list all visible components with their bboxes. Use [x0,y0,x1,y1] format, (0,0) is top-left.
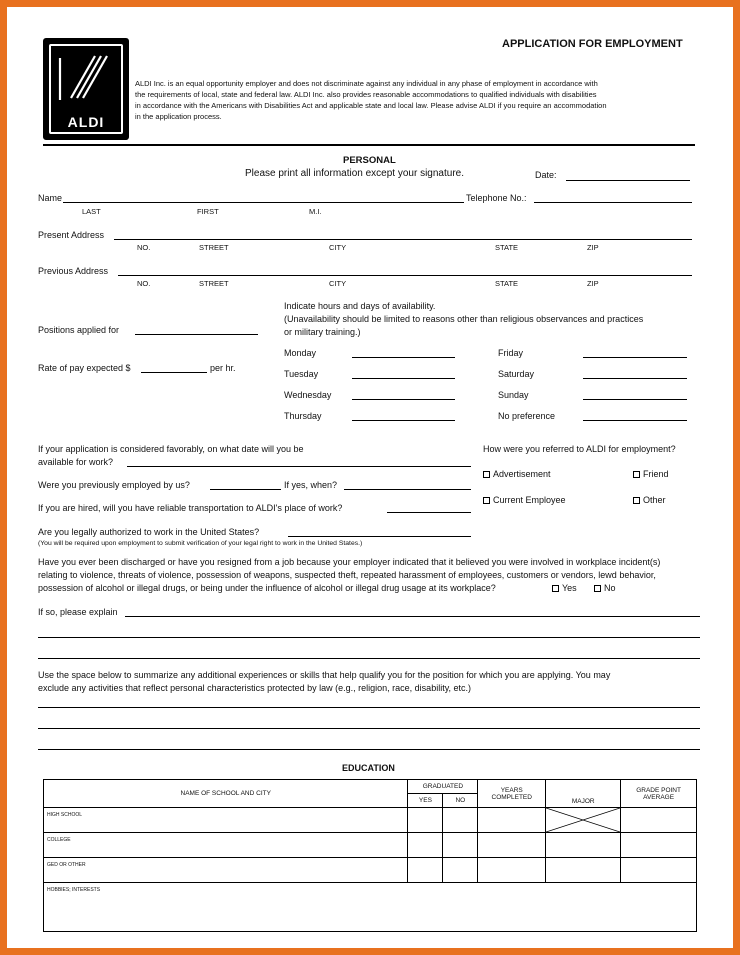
thursday-label: Thursday [284,411,322,421]
referral-current-employee[interactable] [483,496,566,505]
summary-text-2: exclude any activities that reflect personal characteristics protected by law (e.g., religion, race, disability, etc.) [38,683,472,693]
last-label: LAST [82,207,101,216]
advertisement-checkbox[interactable] [483,471,490,478]
previous-address-field[interactable] [118,275,692,276]
available-date-field[interactable] [127,466,471,467]
saturday-field[interactable] [583,378,687,379]
telephone-label: Telephone No.: [466,193,527,203]
if-yes-when-label: If yes, when? [284,480,338,490]
college-no-cell[interactable] [443,833,478,858]
college-major-cell[interactable] [546,833,621,858]
friend-checkbox[interactable] [633,471,640,478]
present-address-field[interactable] [114,239,692,240]
other-label: Other [643,495,666,505]
discharge-question-1: Have you ever been discharged or have you resigned from a job because your employer indicated that it believed you were involved in workplace incident(s) [38,557,661,567]
ged-gpa-cell[interactable] [621,858,697,883]
table-row [44,883,697,932]
discharge-question-2: relating to violence, threats of violence, possession of weapons, suspected theft, repeated harassment of employees, customers or vendors, lewd behavior, [38,570,656,580]
aldi-logo-stripes-icon [51,46,121,106]
previous-street-label: STREET [199,279,229,288]
high-school-gpa-cell[interactable] [621,808,697,833]
explain-line-2[interactable] [38,637,700,638]
first-label: FIRST [197,207,219,216]
if-yes-when-field[interactable] [344,489,471,490]
explain-line-3[interactable] [38,658,700,659]
prev-employed-question: Were you previously employed by us? [38,480,190,490]
per-hr-label: per hr. [210,363,236,373]
application-form [7,7,733,948]
disclaimer-line-2: the requirements of local, state and federal law. ALDI Inc. also provides reasonable accommodations to qualified individuals with disabilities [135,90,597,99]
previous-zip-label: ZIP [587,279,599,288]
ged-cell[interactable]: GED OR OTHER [44,858,408,883]
college-gpa-cell[interactable] [621,833,697,858]
explain-line-1[interactable] [125,616,700,617]
high-school-years-cell[interactable] [478,808,546,833]
previous-no-label: NO. [137,279,151,288]
graduated-no-header: NO [443,794,478,808]
transport-field[interactable] [387,512,471,513]
referral-advertisement[interactable] [483,470,551,479]
current-employee-checkbox[interactable] [483,497,490,504]
authorized-note: (You will be required upon employment to submit verification of your legal right to work in the United States.) [38,540,363,547]
discharge-yes-checkbox[interactable] [552,585,559,592]
summary-text-1: Use the space below to summarize any additional experiences or skills that help qualify you for the position for which you are applying. You may [38,670,611,680]
ged-no-cell[interactable] [443,858,478,883]
discharge-no[interactable] [594,584,616,593]
mi-label: M.I. [309,207,322,216]
education-heading: EDUCATION [342,763,395,773]
positions-label: Positions applied for [38,325,120,335]
date-label: Date: [535,170,557,180]
available-question-1: If your application is considered favorably, on what date will you be [38,444,304,454]
present-no-label: NO. [137,243,151,252]
transport-question: If you are hired, will you have reliable transportation to ALDI's place of work? [38,503,343,513]
sunday-field[interactable] [583,399,687,400]
telephone-field[interactable] [534,202,692,203]
monday-field[interactable] [352,357,455,358]
high-school-yes-cell[interactable] [408,808,443,833]
table-row [44,833,697,858]
availability-text-1: Indicate hours and days of availability. [284,301,436,311]
friday-field[interactable] [583,357,687,358]
ged-major-cell[interactable] [546,858,621,883]
no-preference-label: No preference [498,411,556,421]
advertisement-label: Advertisement [493,469,551,479]
disclaimer-line-1: ALDI Inc. is an equal opportunity employer and does not discriminate against any individual in any phase of employment in accordance with [135,79,598,88]
referral-other[interactable] [633,496,666,505]
header-divider [43,144,695,146]
crossed-out-icon [546,808,620,832]
tuesday-field[interactable] [352,378,455,379]
college-years-cell[interactable] [478,833,546,858]
name-label: Name [38,193,63,203]
present-zip-label: ZIP [587,243,599,252]
authorized-field[interactable] [288,536,471,537]
personal-heading: PERSONAL [343,155,396,166]
saturday-label: Saturday [498,369,535,379]
aldi-logo [43,38,129,140]
school-column-header: NAME OF SCHOOL AND CITY [44,780,408,808]
graduated-column-header: GRADUATED [408,780,478,794]
availability-text-2: (Unavailability should be limited to reasons other than religious observances and practices [284,314,644,324]
ged-years-cell[interactable] [478,858,546,883]
referred-question: How were you referred to ALDI for employment? [483,444,676,454]
hobbies-cell[interactable]: HOBBIES; INTERESTS [44,883,697,932]
previous-address-label: Previous Address [38,266,109,276]
current-employee-label: Current Employee [493,495,566,505]
friday-label: Friday [498,348,524,358]
name-field[interactable] [63,202,464,203]
present-state-label: STATE [495,243,519,252]
print-instruction: Please print all information except your signature. [245,168,465,179]
discharge-yes-label: Yes [562,583,577,593]
wednesday-field[interactable] [352,399,455,400]
ged-yes-cell[interactable] [408,858,443,883]
availability-text-3: or military training.) [284,327,361,337]
previous-state-label: STATE [495,279,519,288]
present-street-label: STREET [199,243,229,252]
monday-label: Monday [284,348,317,358]
rate-field[interactable] [141,372,207,373]
table-row [44,858,697,883]
discharge-no-label: No [604,583,616,593]
no-preference-field[interactable] [583,420,687,421]
high-school-no-cell[interactable] [443,808,478,833]
prev-employed-field[interactable] [210,489,281,490]
thursday-field[interactable] [352,420,455,421]
rate-label: Rate of pay expected $ [38,363,131,373]
sunday-label: Sunday [498,390,529,400]
date-field[interactable] [566,180,690,181]
discharge-no-checkbox[interactable] [594,585,601,592]
table-row [44,808,697,833]
graduated-yes-header: YES [408,794,443,808]
summary-line-3[interactable] [38,749,700,750]
high-school-cell[interactable]: HIGH SCHOOL [44,808,408,833]
education-table [43,779,697,932]
college-yes-cell[interactable] [408,833,443,858]
major-column-header: MAJOR [546,780,621,808]
positions-field[interactable] [135,334,258,335]
friend-label: Friend [643,469,669,479]
wednesday-label: Wednesday [284,390,332,400]
tuesday-label: Tuesday [284,369,319,379]
logo-wordmark: ALDI [67,114,105,130]
college-cell[interactable]: COLLEGE [44,833,408,858]
authorized-question: Are you legally authorized to work in the United States? [38,527,260,537]
discharge-yes[interactable] [552,584,577,593]
previous-city-label: CITY [329,279,347,288]
present-city-label: CITY [329,243,347,252]
years-completed-header: YEARS COMPLETED [478,780,546,808]
explain-label: If so, please explain [38,607,118,617]
referral-friend[interactable] [633,470,669,479]
form-title: APPLICATION FOR EMPLOYMENT [502,38,683,50]
other-checkbox[interactable] [633,497,640,504]
disclaimer-line-3: in accordance with the Americans with Disabilities Act and applicable state and local law. Please advise ALDI if you require an accommodation [135,101,607,110]
high-school-major-cell [546,808,621,833]
discharge-question-3: possession of alcohol or illegal drugs, or being under the influence of alcohol or illegal drug usage at its workplace? [38,583,496,593]
summary-line-2[interactable] [38,728,700,729]
available-question-2: available for work? [38,457,114,467]
present-address-label: Present Address [38,230,105,240]
summary-line-1[interactable] [38,707,700,708]
gpa-column-header: GRADE POINT AVERAGE [621,780,697,808]
disclaimer-line-4: in the application process. [135,112,222,121]
